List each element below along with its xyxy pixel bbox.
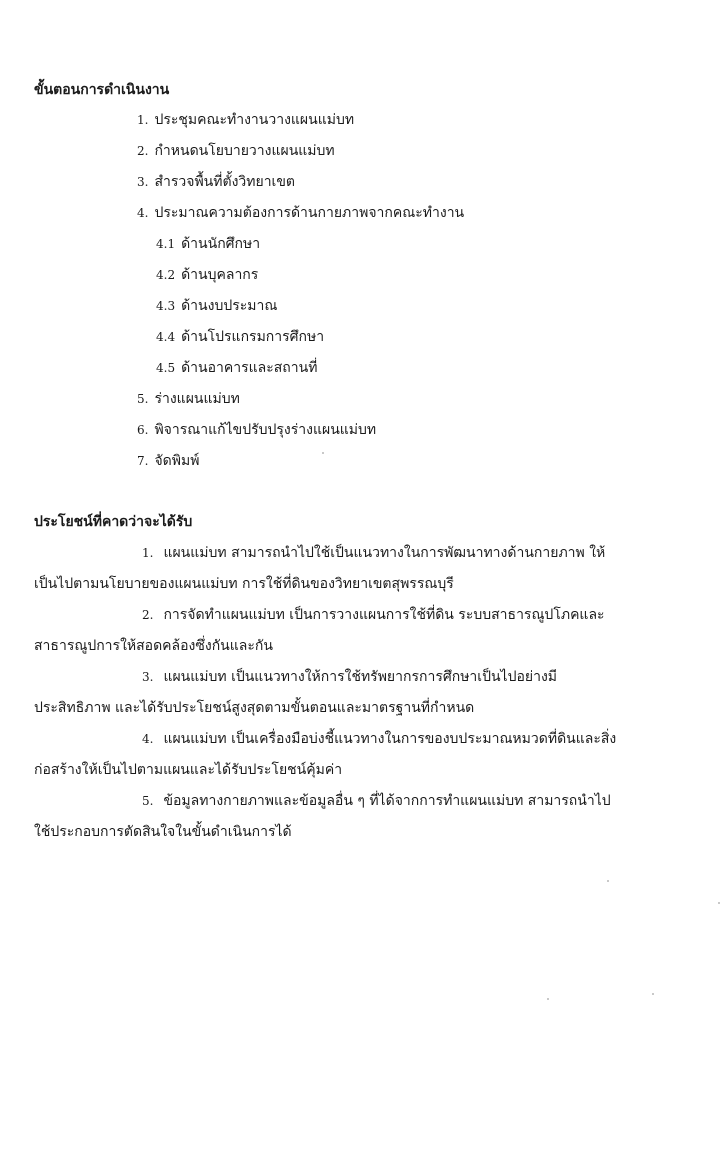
benefit-4-line-1 [142,729,616,749]
procedure-heading: ขั้นตอนการดำเนินงาน [34,82,170,98]
procedure-step-3 [137,172,295,192]
substep-number: 4.4 [156,330,176,344]
benefit-number: 1. [142,546,154,560]
step-text: จัดพิมพ์ [154,453,200,469]
benefit-2-line-1 [142,605,605,625]
substep-text: ด้านบุคลากร [181,267,259,283]
procedure-substep-4-2 [156,265,258,285]
benefit-text: ข้อมูลทางกายภาพและข้อมูลอื่น ๆ ที่ได้จากการทำแผนแม่บท สามารถนำไป [163,793,611,809]
substep-number: 4.5 [156,361,176,375]
benefit-number: 5. [142,794,154,808]
benefit-number: 2. [142,608,154,622]
step-text: ร่างแผนแม่บท [154,391,240,407]
benefit-1-line-1 [142,543,605,563]
step-text: ประมาณความต้องการด้านกายภาพจากคณะทำงาน [154,205,465,221]
step-number: 3. [137,175,149,189]
step-text: พิจารณาแก้ไขปรับปรุงร่างแผนแม่บท [154,422,377,438]
benefit-text: การจัดทำแผนแม่บท เป็นการวางแผนการใช้ที่ดิน ระบบสาธารณูปโภคและ [163,607,605,623]
step-text: ประชุมคณะทำงานวางแผนแม่บท [154,112,355,128]
procedure-substep-4-4 [156,327,324,347]
scan-speck [607,880,609,882]
benefit-2-line-2: สาธารณูปการให้สอดคล้องซึ่งกันและกัน [34,638,273,654]
benefit-text: แผนแม่บท เป็นแนวทางให้การใช้ทรัพยากรการศึกษาเป็นไปอย่างมี [163,669,558,685]
benefits-heading: ประโยชน์ที่คาดว่าจะได้รับ [34,514,193,530]
scan-speck [652,993,654,995]
procedure-substep-4-5 [156,358,317,378]
step-number: 2. [137,144,149,158]
scan-speck [718,902,720,904]
procedure-step-2 [137,141,335,161]
procedure-step-6 [137,420,376,440]
step-number: 5. [137,392,149,406]
benefit-3-line-1 [142,667,557,687]
substep-text: ด้านโปรแกรมการศึกษา [181,329,325,345]
substep-text: ด้านนักศึกษา [181,236,261,252]
step-number: 1. [137,113,149,127]
scan-speck [322,452,324,454]
substep-number: 4.1 [156,237,176,251]
procedure-step-4 [137,203,464,223]
benefit-number: 4. [142,732,154,746]
procedure-substep-4-1 [156,234,260,254]
procedure-step-7 [137,451,199,471]
step-number: 7. [137,454,149,468]
substep-text: ด้านอาคารและสถานที่ [181,360,318,376]
benefit-number: 3. [142,670,154,684]
substep-number: 4.2 [156,268,176,282]
procedure-substep-4-3 [156,296,277,316]
step-text: กำหนดนโยบายวางแผนแม่บท [154,143,335,159]
step-text: สำรวจพื้นที่ตั้งวิทยาเขต [154,174,295,190]
benefit-5-line-2: ใช้ประกอบการตัดสินใจในขั้นดำเนินการได้ [34,824,292,840]
benefit-5-line-1 [142,791,611,811]
benefit-text: แผนแม่บท สามารถนำไปใช้เป็นแนวทางในการพัฒนาทางด้านกายภาพ ให้ [163,545,606,561]
step-number: 4. [137,206,149,220]
benefit-text: แผนแม่บท เป็นเครื่องมือบ่งชี้แนวทางในการของบประมาณหมวดที่ดินและสิ่ง [163,731,617,747]
substep-text: ด้านงบประมาณ [181,298,278,314]
benefit-1-line-2: เป็นไปตามนโยบายของแผนแม่บท การใช้ที่ดินของวิทยาเขตสุพรรณบุรี [34,576,454,592]
step-number: 6. [137,423,149,437]
procedure-step-1 [137,110,354,130]
scan-speck [547,998,549,1000]
procedure-step-5 [137,389,240,409]
benefit-4-line-2: ก่อสร้างให้เป็นไปตามแผนและได้รับประโยชน์คุ้มค่า [34,762,343,778]
substep-number: 4.3 [156,299,176,313]
benefit-3-line-2: ประสิทธิภาพ และได้รับประโยชน์สูงสุดตามขั้นตอนและมาตรฐานที่กำหนด [34,700,475,716]
